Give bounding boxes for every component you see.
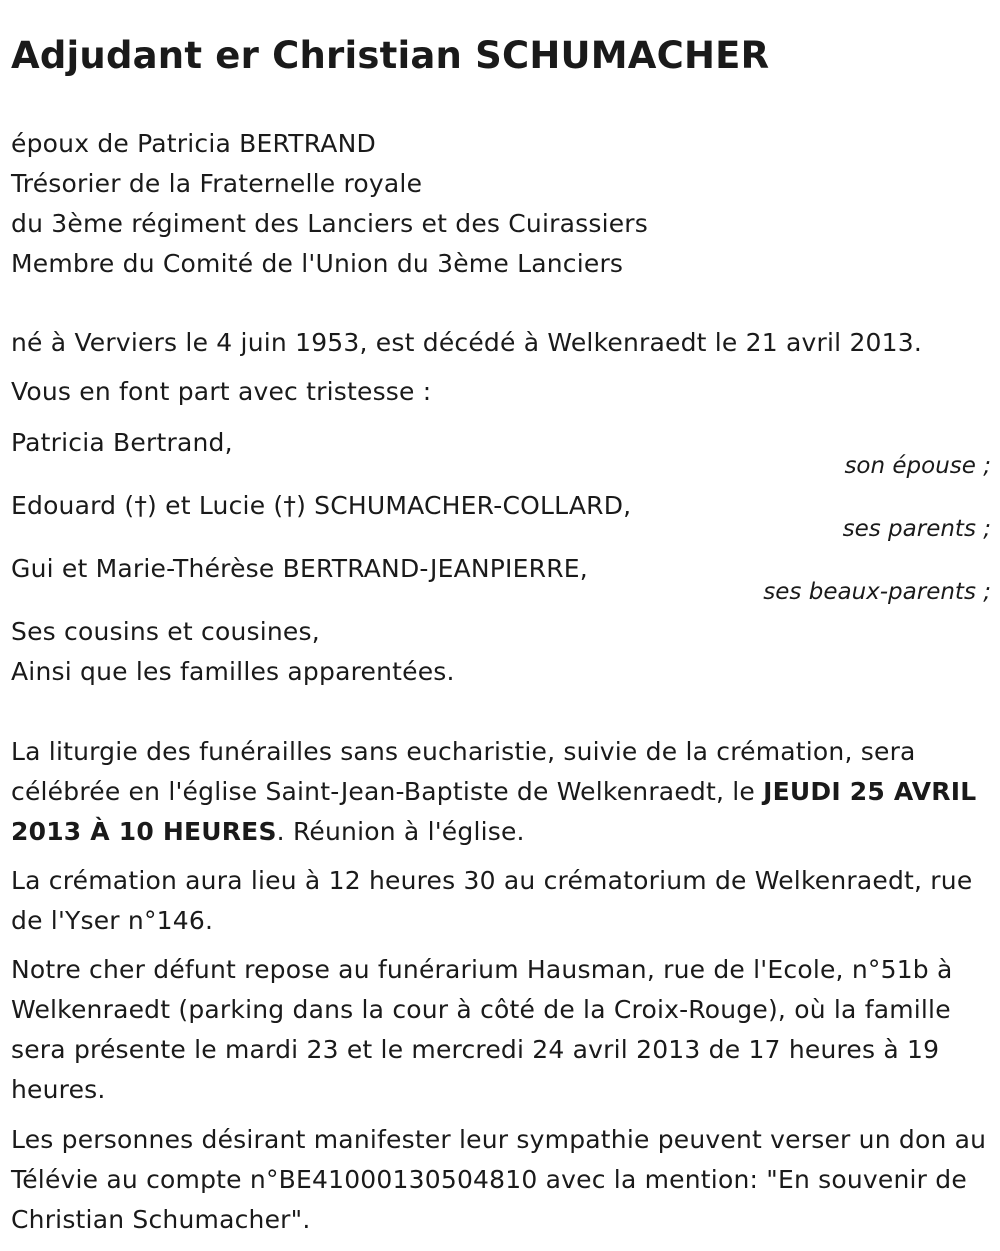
cremation-paragraph: La crémation aura lieu à 12 heures 30 au crématorium de Welkenraedt, rue de l'Yser n°146. (11, 866, 973, 935)
family-member-role: ses parents ; (842, 516, 991, 542)
title-line-committee: Membre du Comité de l'Union du 3ème Lanciers (11, 249, 624, 278)
family-member-role: son épouse ; (844, 453, 991, 479)
donation-paragraph: Les personnes désirant manifester leur sympathie peuvent verser un don au Télévie au compte n°BE41000130504810 avec la mention: "En souvenir de Christian Schumacher". (11, 1125, 987, 1234)
funeral-text-after: . Réunion à l'église. (276, 817, 525, 846)
title-line-regiment: du 3ème régiment des Lanciers et des Cuirassiers (11, 209, 648, 238)
family-member-name: Gui et Marie-Thérèse BERTRAND-JEANPIERRE, (11, 554, 588, 583)
relatives-line-families: Ainsi que les familles apparentées. (11, 657, 455, 686)
announcement-line: Vous en font part avec tristesse : (11, 377, 432, 406)
relatives-line-cousins: Ses cousins et cousines, (11, 617, 320, 646)
family-member-role: ses beaux-parents ; (763, 579, 991, 605)
deceased-name-title: Adjudant er Christian SCHUMACHER (11, 34, 770, 77)
title-line-spouse: époux de Patricia BERTRAND (11, 129, 376, 158)
funerarium-paragraph: Notre cher défunt repose au funérarium Hausman, rue de l'Ecole, n°51b à Welkenraedt (parking dans la cour à côté de la Croix-Rouge), où la famille sera présente le mardi 23 et le mercredi 24 avril 2013 de 17 heures à 19 heures. (11, 955, 953, 1104)
funeral-date: JEUDI 25 AVRIL 2013 À 10 HEURES (11, 777, 977, 846)
funeral-text-before: La liturgie des funérailles sans eucharistie, suivie de la crémation, sera célébrée en l'église Saint-Jean-Baptiste de Welkenraedt, le (11, 737, 916, 806)
funeral-paragraph (11, 732, 991, 852)
family-member-name: Patricia Bertrand, (11, 428, 233, 457)
birth-death-line: né à Verviers le 4 juin 1953, est décédé à Welkenraedt le 21 avril 2013. (11, 328, 923, 357)
family-member-name: Edouard (†) et Lucie (†) SCHUMACHER-COLLARD, (11, 491, 632, 520)
title-line-treasurer: Trésorier de la Fraternelle royale (11, 169, 423, 198)
